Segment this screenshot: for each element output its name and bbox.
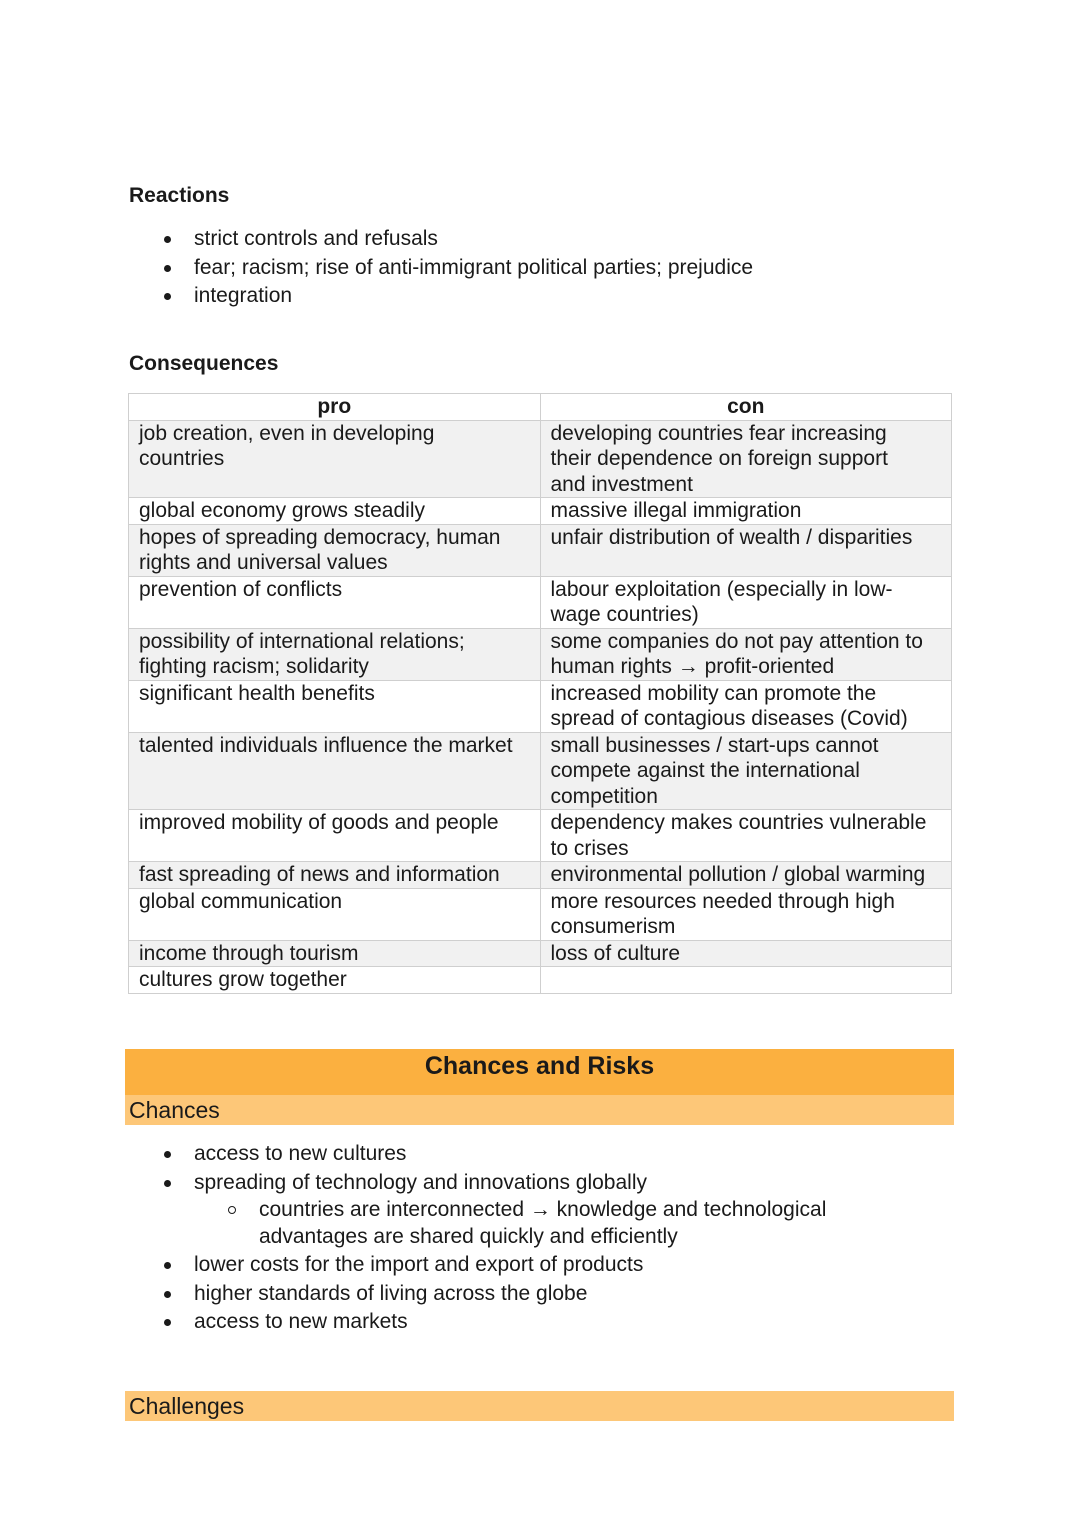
challenges-subheading-band (125, 1391, 954, 1421)
consequences-heading: Consequences (129, 352, 279, 375)
table-cell-con (540, 940, 952, 967)
cell-line: income through tourism (139, 941, 359, 965)
table-cell-pro (129, 810, 541, 862)
table-row (129, 524, 952, 576)
cell-line: to crises (550, 836, 629, 860)
table-row (129, 628, 952, 680)
table-row (129, 862, 952, 889)
cell-line: rights and universal values (139, 551, 388, 574)
table-cell-con (540, 498, 952, 525)
table-cell-con (540, 888, 952, 940)
chances-subheading-band (125, 1095, 954, 1125)
table-cell-con (540, 576, 952, 628)
cell-line: more resources needed through high (550, 889, 895, 913)
cell-line: increased mobility can promote the (550, 681, 877, 705)
table-cell-pro (129, 680, 541, 732)
cell-line: dependency makes countries vulnerable (550, 811, 927, 834)
table-cell-pro (129, 940, 541, 967)
sub-list-line: countries are interconnected → knowledge and technological (259, 1198, 827, 1221)
list-item: higher standards of living across the globe (129, 1280, 643, 1309)
cell-line: job creation, even in developing (139, 421, 435, 445)
chances-label: Chances (129, 1097, 220, 1123)
cell-line: their dependence on foreign support (550, 447, 888, 470)
cell-line: loss of culture (550, 941, 681, 965)
table-cell-con (540, 680, 952, 732)
table-cell-con (540, 967, 952, 994)
table-cell-pro (129, 967, 541, 994)
consequences-table (128, 393, 952, 994)
table-row (129, 940, 952, 967)
cell-line: global economy grows steadily (139, 499, 425, 522)
list-item: integration (129, 282, 753, 311)
table-row (129, 576, 952, 628)
chances-list-continued (129, 1251, 643, 1337)
table-row (129, 732, 952, 810)
column-header-con: con (540, 394, 952, 421)
table-cell-pro (129, 732, 541, 810)
table-cell-pro (129, 420, 541, 498)
cell-line: possibility of international relations; (139, 629, 465, 653)
cell-line: compete against the international (550, 759, 860, 782)
cell-line: consumerism (550, 915, 676, 938)
cell-line: cultures grow together (139, 968, 347, 991)
table-cell-con (540, 810, 952, 862)
cell-line: talented individuals influence the market (139, 733, 513, 757)
cell-line: human rights → profit-oriented (550, 655, 835, 678)
table-cell-pro (129, 498, 541, 525)
cell-line: wage countries) (550, 603, 699, 626)
table-cell-pro (129, 628, 541, 680)
cell-line: fast spreading of news and information (139, 863, 500, 886)
column-header-pro: pro (129, 394, 541, 421)
list-item: access to new cultures (129, 1140, 647, 1169)
table-row (129, 498, 952, 525)
reactions-heading: Reactions (129, 184, 230, 207)
cell-line: countries (139, 447, 225, 470)
table-cell-pro (129, 862, 541, 889)
cell-line: fighting racism; solidarity (139, 655, 369, 678)
table-row (129, 420, 952, 498)
chances-list (129, 1140, 647, 1197)
table-row (129, 680, 952, 732)
cell-line: massive illegal immigration (550, 499, 802, 522)
table-cell-con (540, 420, 952, 498)
table-row (129, 888, 952, 940)
cell-line: environmental pollution / global warming (550, 863, 926, 886)
sub-list-item (129, 1197, 826, 1250)
table-cell-pro (129, 576, 541, 628)
cell-line: global communication (139, 889, 343, 913)
table-cell-con (540, 524, 952, 576)
cell-line: some companies do not pay attention to (550, 629, 923, 653)
table-cell-pro (129, 524, 541, 576)
table-cell-con (540, 862, 952, 889)
cell-line: spread of contagious diseases (Covid) (550, 707, 908, 730)
table-row (129, 810, 952, 862)
list-item: lower costs for the import and export of products (129, 1251, 643, 1280)
chances-sublist (129, 1197, 826, 1250)
cell-line: developing countries fear increasing (550, 421, 887, 445)
cell-line: competition (550, 784, 658, 808)
sub-list-line: advantages are shared quickly and efficiently (259, 1224, 678, 1248)
list-item: fear; racism; rise of anti-immigrant political parties; prejudice (129, 254, 753, 283)
cell-line: unfair distribution of wealth / disparities (550, 525, 913, 549)
list-item: access to new markets (129, 1308, 643, 1337)
cell-line: small businesses / start-ups cannot (550, 733, 879, 757)
cell-line: hopes of spreading democracy, human (139, 525, 501, 549)
cell-line: prevention of conflicts (139, 577, 343, 601)
list-item: spreading of technology and innovations globally (129, 1169, 647, 1198)
cell-line: labour exploitation (especially in low- (550, 577, 893, 601)
table-cell-pro (129, 888, 541, 940)
chances-risks-banner (125, 1049, 954, 1095)
reactions-list (129, 225, 753, 311)
table-cell-con (540, 732, 952, 810)
list-item: strict controls and refusals (129, 225, 753, 254)
chances-risks-title: Chances and Risks (424, 1052, 655, 1080)
cell-line: and investment (550, 472, 693, 496)
cell-line: improved mobility of goods and people (139, 811, 499, 834)
challenges-label: Challenges (129, 1393, 245, 1419)
cell-line: significant health benefits (139, 681, 375, 705)
table-row (129, 967, 952, 994)
table-cell-con (540, 628, 952, 680)
